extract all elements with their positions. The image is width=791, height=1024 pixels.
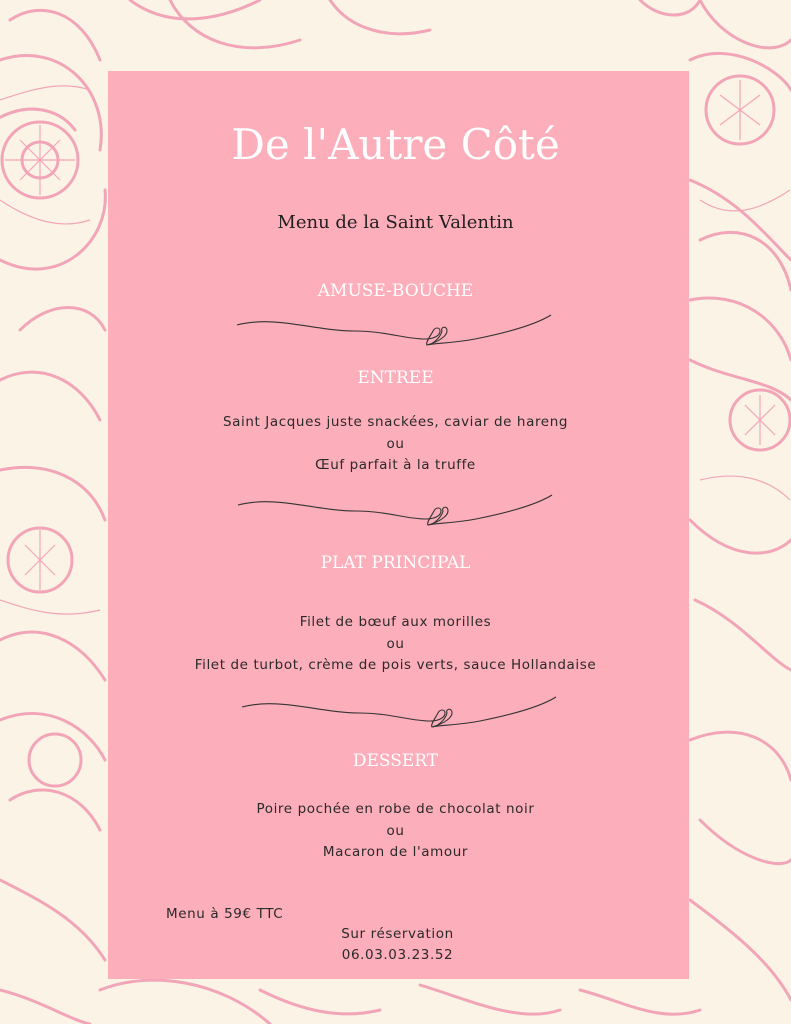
heart-divider	[236, 493, 556, 529]
section-heading-dessert: DESSERT	[352, 751, 439, 771]
entree-line-1: Saint Jacques juste snackées, caviar de hareng	[222, 414, 569, 430]
heart-divider	[235, 313, 555, 349]
section-heading-entree: ENTREE	[357, 368, 434, 388]
plat-line-1: Filet de bœuf aux morilles	[299, 614, 492, 630]
section-heading-amuse-bouche: AMUSE-BOUCHE	[317, 281, 474, 301]
dessert-line-2: ou	[386, 823, 405, 839]
plat-line-3: Filet de turbot, crème de pois verts, sauce Hollandaise	[194, 657, 597, 673]
dessert-line-3: Macaron de l'amour	[322, 844, 469, 860]
restaurant-title: De l'Autre Côté	[231, 120, 560, 169]
entree-line-2: ou	[386, 436, 405, 452]
heart-divider	[240, 695, 560, 731]
menu-price: Menu à 59€ TTC	[166, 906, 284, 922]
entree-line-3: Œuf parfait à la truffe	[315, 457, 476, 473]
dessert-line-1: Poire pochée en robe de chocolat noir	[256, 801, 535, 817]
section-heading-plat-principal: PLAT PRINCIPAL	[320, 553, 471, 573]
plat-line-2: ou	[386, 636, 405, 652]
reservation-phone: 06.03.03.23.52	[341, 947, 454, 963]
menu-subtitle: Menu de la Saint Valentin	[277, 212, 514, 233]
reservation-label: Sur réservation	[341, 926, 454, 942]
